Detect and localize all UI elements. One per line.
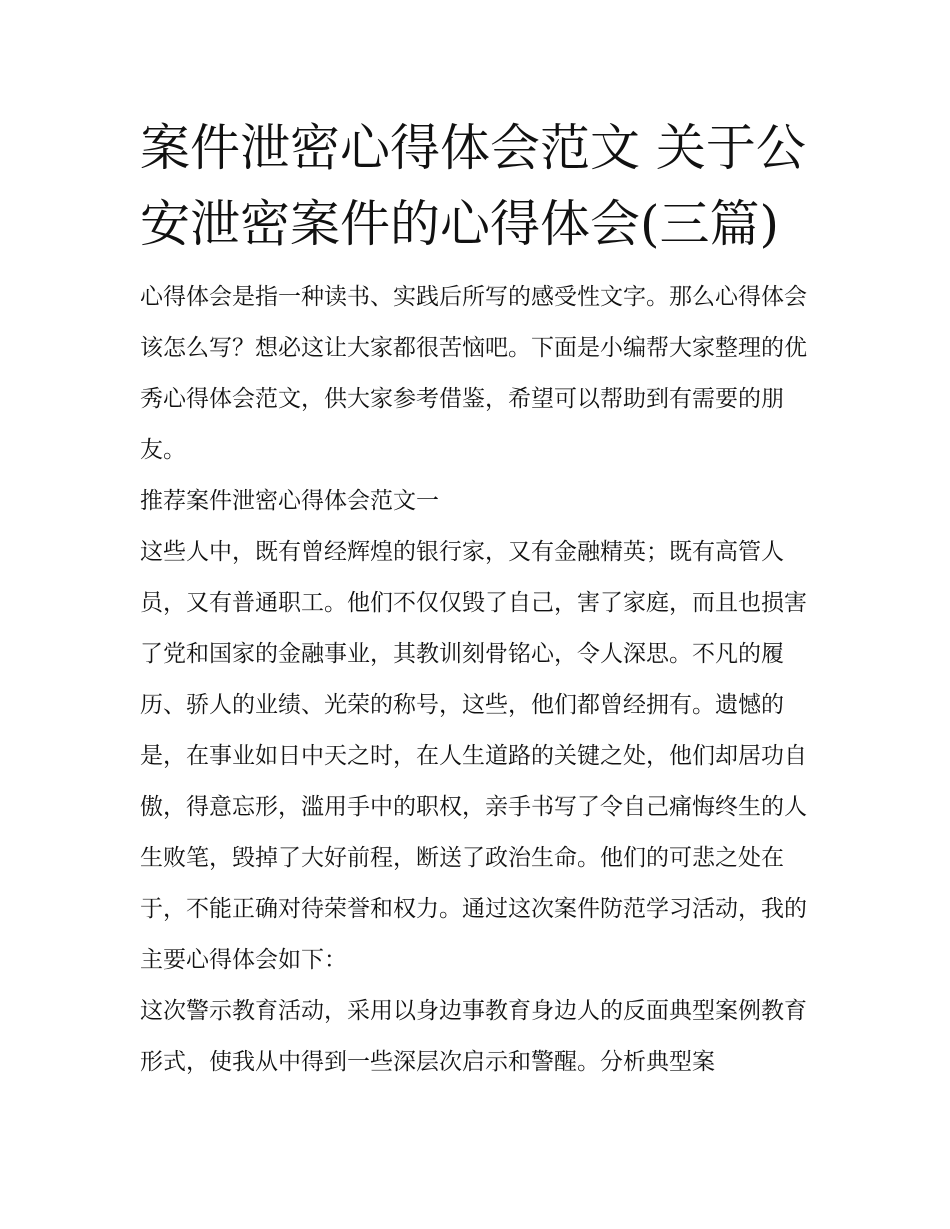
body-paragraph: 这些人中，既有曾经辉煌的银行家，又有金融精英；既有高管人员，又有普通职工。他们不仅仅毁了自己，害了家庭，而且也损害了党和国家的金融事业，其教训刻骨铭心，令人深思。不凡的履历、骄人的业绩、光荣的称号，这些，他们都曾经拥有。遗憾的是，在事业如日中天之时，在人生道路的关键之处，他们却居功自傲，得意忘形，滥用手中的职权，亲手书写了令自己痛悔终生的人生败笔，毁掉了大好前程，断送了政治生命。他们的可悲之处在于，不能正确对待荣誉和权力。通过这次案件防范学习活动，我的主要心得体会如下： [140, 539, 807, 973]
document-body [140, 110, 812, 1088]
document-title: 案件泄密心得体会范文 关于公安泄密案件的心得体会(三篇) [140, 119, 806, 253]
body-paragraph: 这次警示教育活动，采用以身边事教育身边人的反面典型案例教育形式，使我从中得到一些深层次启示和警醒。分析典型案 [140, 998, 807, 1075]
intro-paragraph: 心得体会是指一种读书、实践后所写的感受性文字。那么心得体会该怎么写？想必这让大家都很苦恼吧。下面是小编帮大家整理的优秀心得体会范文，供大家参考借鉴，希望可以帮助到有需要的朋友。 [140, 284, 807, 463]
section-heading: 推荐案件泄密心得体会范文一 [140, 488, 439, 514]
